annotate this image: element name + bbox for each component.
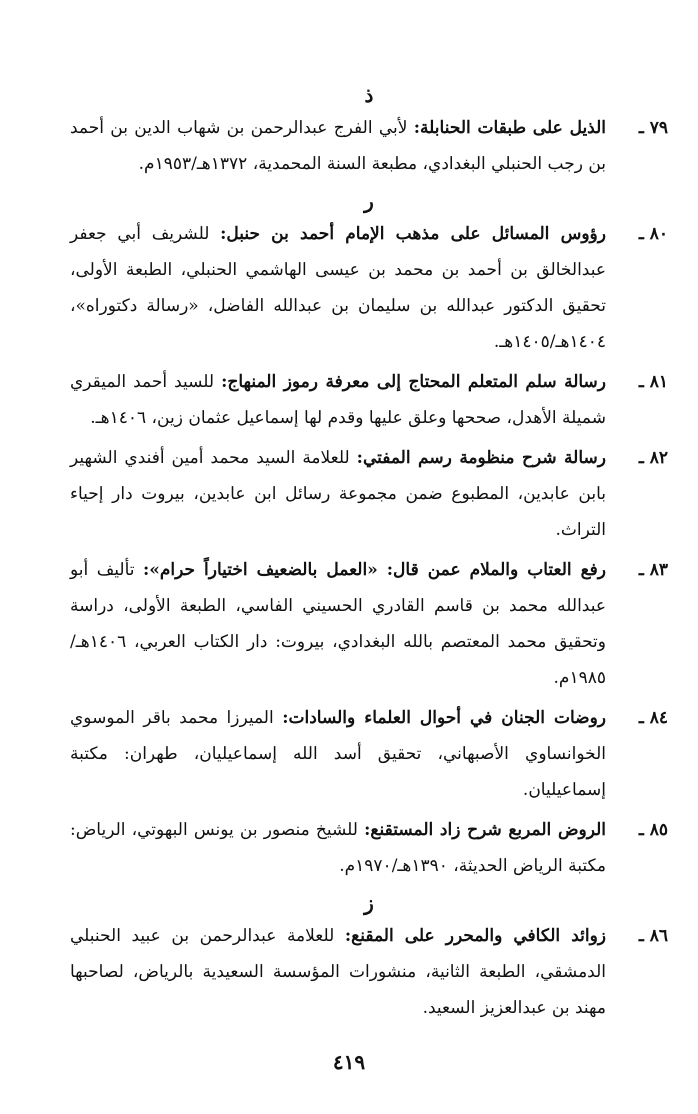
entry-number: ٨٠ ـ	[638, 224, 668, 244]
entry-text: للشيخ منصور بن يونس البهوتي، الرياض: مكتبة الرياض الحديثة، ١٣٩٠هـ/١٩٧٠م.	[70, 820, 606, 876]
entry-text: للعلامة عبدالرحمن بن عبيد الحنبلي الدمشقي، الطبعة الثانية، منشورات المؤسسة السعيدية بالرياض، لصاحبها مهند بن عبدالعزيز السعيد.	[70, 926, 606, 1018]
entry-title: الذيل على طبقات الحنابلة:	[413, 118, 607, 138]
bibliography-entry	[70, 552, 668, 696]
entry-number: ٨٤ ـ	[638, 708, 668, 728]
entry-title: رؤوس المسائل على مذهب الإمام أحمد بن حنبل:	[220, 224, 606, 244]
page-number: ٤١٩	[332, 1050, 366, 1074]
entry-title: رسالة سلم المتعلم المحتاج إلى معرفة رموز المنهاج:	[221, 372, 607, 392]
entry-title: رفع العتاب والملام عمن قال: «العمل بالضعيف اختياراً حرام»:	[143, 560, 606, 580]
entry-title: الروض المربع شرح زاد المستقنع:	[364, 820, 606, 840]
entry-text: تأليف أبو عبدالله محمد بن قاسم القادري الحسيني الفاسي، الطبعة الأولى، دراسة وتحقيق محمد المعتصم بالله البغدادي، بيروت: دار الكتاب العربي، ١٤٠٦هـ/١٩٨٥م.	[70, 560, 606, 688]
entry-title: زوائد الكافي والمحرر على المقنع:	[344, 926, 606, 946]
entry-text: للسيد أحمد الميقري شميلة الأهدل، صححها وعلق عليها وقدم لها إسماعيل عثمان زين، ١٤٠٦هـ.	[70, 372, 606, 428]
entry-number: ٨٥ ـ	[638, 820, 668, 840]
entry-number: ٨٦ ـ	[638, 926, 668, 946]
entry-text: الميرزا محمد باقر الموسوي الخوانساوي الأصبهاني، تحقيق أسد الله إسماعيليان، طهران: مكتبة إسماعيليان.	[70, 708, 606, 800]
entry-number: ٧٩ ـ	[638, 118, 668, 138]
section-zay	[70, 888, 668, 1026]
section-dhal	[70, 80, 668, 182]
bibliography-entry	[70, 110, 668, 182]
entry-title: رسالة شرح منظومة رسم المفتي:	[356, 448, 606, 468]
entry-text: للعلامة السيد محمد أمين أفندي الشهير بابن عابدين، المطبوع ضمن مجموعة رسائل ابن عابدين، بيروت دار إحياء التراث.	[70, 448, 606, 540]
book-page	[70, 80, 668, 1080]
section-ra	[70, 186, 668, 884]
bibliography-entry	[70, 918, 668, 1026]
bibliography-entry	[70, 440, 668, 548]
entry-text: لأبي الفرج عبدالرحمن بن شهاب الدين بن أحمد بن رجب الحنبلي البغدادي، مطبعة السنة المحمدية، ١٣٧٢هـ/١٩٥٣م.	[70, 118, 606, 174]
section-letter: ذ	[364, 83, 374, 107]
entry-number: ٨٢ ـ	[638, 448, 668, 468]
entry-title: روضات الجنان في أحوال العلماء والسادات:	[282, 708, 607, 728]
bibliography-entry	[70, 364, 668, 436]
bibliography-entry	[70, 812, 668, 884]
section-letter: ر	[364, 189, 374, 213]
bibliography-entry	[70, 700, 668, 808]
section-letter: ز	[364, 891, 374, 915]
entry-number: ٨١ ـ	[638, 372, 668, 392]
entry-number: ٨٣ ـ	[638, 560, 668, 580]
entry-text: للشريف أبي جعفر عبدالخالق بن أحمد بن محمد بن عيسى الهاشمي الحنبلي، الطبعة الأولى، تحقيق الدكتور عبدالله بن سليمان بن عبدالله الفاضل، «رسالة دكتوراه»، ١٤٠٤هـ/١٤٠٥هـ.	[70, 224, 606, 352]
bibliography-entry	[70, 216, 668, 360]
